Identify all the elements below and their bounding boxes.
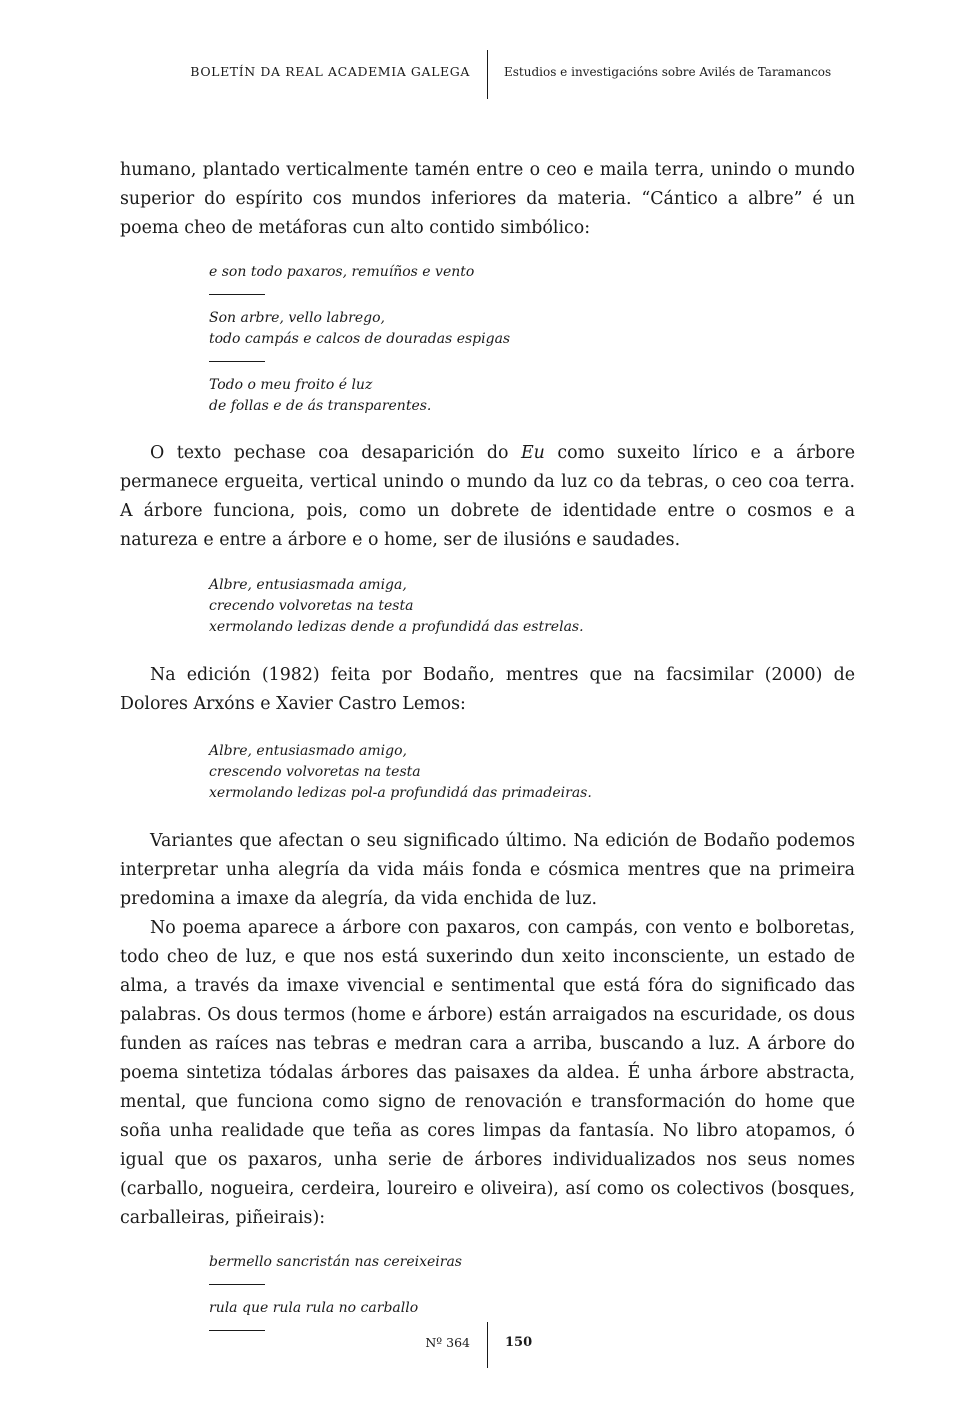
issue-number: Nº 364 [425,1335,470,1350]
paragraph-3: Na edición (1982) feita por Bodaño, mentres que na facsimilar (2000) de Dolores Arxóns e Xavier Castro Lemos: [120,665,855,714]
paragraph-2 [120,439,855,555]
verse-line: todo campás e calcos de douradas espigas [209,331,511,347]
footer-divider [487,1322,488,1368]
verse-line: rula que rula rula no carballo [209,1300,419,1316]
verse-line: Albre, entusiasmado amigo, [209,743,407,759]
header-divider [487,50,488,99]
page-number: 150 [505,1335,533,1350]
verse-separator [209,294,265,295]
paragraph-5: No poema aparece a árbore con paxaros, con campás, con vento e bolboretas, todo cheo de luz, e que nos está suxerindo dun xeito inconsciente, un estado de alma, a través da imaxe vivencial e sentimental que está fóra do significado das palabras. Os dous termos (home e árbore) están arraigados na escuridade, os dous funden as raíces nas tebras e medran cara a arriba, buscando a luz. A árbore do poema sintetiza tódalas árbores das paisaxes da aldea. É unha árbore abstracta, mental, que funciona como signo de renovación e transformación do home que soña unha realidade que teña as cores limpas da fantasía. No libro atopamos, ó igual que os paxaros, unha serie de árbores individualizados nos seus nomes (carballo, nogueira, cerdeira, loureiro e oliveira), así como os colectivos (bosques, carballeiras, piñeirais): [120,918,855,1228]
article-body [120,156,855,1331]
verse-line: crescendo volvoretas na testa [209,764,421,780]
paragraph-2-emphasis: Eu [520,443,545,463]
verse-separator [209,1284,265,1285]
verse-line: crecendo volvoretas na testa [209,598,414,614]
verse-block-2 [209,575,855,638]
verse-block-1 [209,262,855,417]
journal-title: BOLETÍN DA REAL ACADEMIA GALEGA [190,64,470,79]
verse-separator [209,361,265,362]
paragraph-2-text-a: O texto pechase coa desaparición do [150,443,521,463]
page-header [0,50,975,100]
verse-line: xermolando ledizas dende a profundidá das estrelas. [209,619,584,635]
verse-line: de follas e de ás transparentes. [209,398,432,414]
page-footer [0,1322,975,1370]
verse-line: e son todo paxaros, remuíños e vento [209,264,475,280]
verse-line: bermello sancristán nas cereixeiras [209,1254,462,1270]
verse-line: Son arbre, vello labrego, [209,310,385,326]
verse-block-3 [209,741,855,804]
paragraph-1: humano, plantado verticalmente tamén entre o ceo e maila terra, unindo o mundo superior do espírito cos mundos inferiores da materia. “Cántico a albre” é un poema cheo de metáforas cun alto contido simbólico: [120,160,855,238]
section-title: Estudios e investigacións sobre Avilés de Taramancos [504,65,832,79]
paragraph-4: Variantes que afectan o seu significado último. Na edición de Bodaño podemos interpretar unha alegría da vida máis fonda e cósmica mentres que na primeira predomina a imaxe da alegría, da vida enchida de luz. [120,831,855,909]
verse-line: Albre, entusiasmada amiga, [209,577,407,593]
verse-line: xermolando ledizas pol-a profundidá das primadeiras. [209,785,592,801]
paragraph-2-text-b: como suxeito lírico e a árbore permanece ergueita, vertical unindo o mundo da luz co da tebras, o ceo coa terra. A árbore funciona, pois, como un dobrete de identidade entre o cosmos e a natureza e entre a árbore e o home, ser de ilusións e saudades. [120,443,856,550]
verse-line: Todo o meu froito é luz [209,377,373,393]
verse-block-4 [209,1252,855,1331]
